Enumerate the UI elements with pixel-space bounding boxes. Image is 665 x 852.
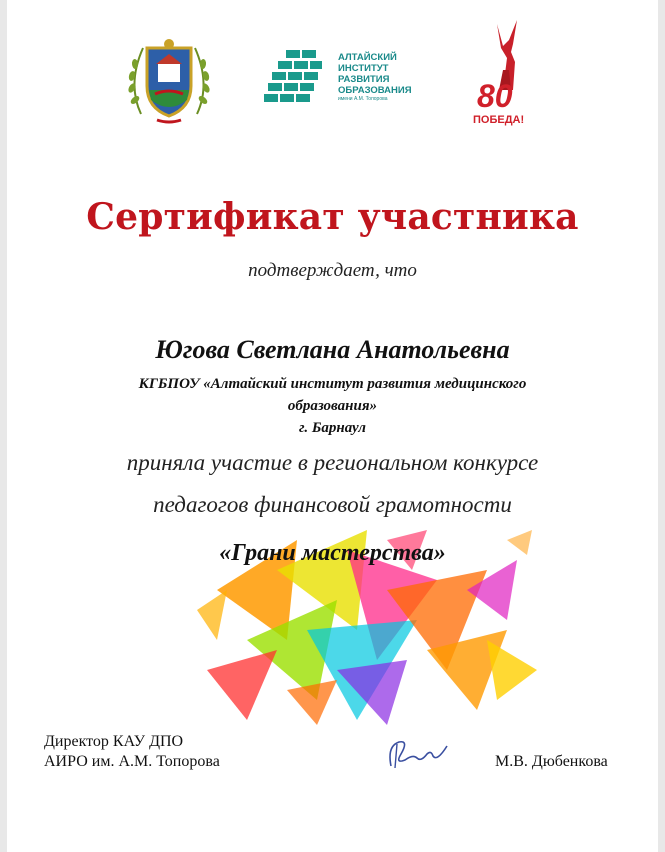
institute-logo-icon [264, 50, 332, 112]
institute-name-line: ОБРАЗОВАНИЯ [338, 85, 412, 96]
recipient-name: Югова Светлана Анатольевна [155, 335, 510, 364]
victory-word: ПОБЕДА! [473, 114, 525, 126]
signer-name: М.В. Дюбенкова [495, 753, 608, 770]
institute-name-line: ИНСТИТУТ [338, 63, 389, 74]
coat-of-arms-icon [121, 34, 217, 126]
signer-position-line: АИРО им. А.М. Топорова [44, 753, 220, 770]
institute-logo-text [338, 52, 412, 102]
city: г. Барнаул [299, 420, 366, 436]
institute-subname: имени А.М. Топорова [338, 96, 388, 102]
organization [67, 373, 598, 439]
participation-text: приняла участие в региональном конкурсе [126, 450, 539, 475]
victory-number: 80 [477, 78, 513, 114]
signer-position [44, 732, 220, 772]
certificate-title: Сертификат участника [86, 196, 579, 238]
institute-name-line: РАЗВИТИЯ [338, 74, 390, 85]
participation-text: педагогов финансовой грамотности [153, 492, 512, 517]
handwritten-signature-icon [383, 736, 455, 772]
signer-position-line: Директор КАУ ДПО [44, 733, 184, 750]
organization-line: образования» [287, 398, 378, 414]
institute-name-line: АЛТАЙСКИЙ [338, 52, 397, 63]
certificate-page [7, 0, 658, 852]
organization-line: КГБПОУ «Алтайский институт развития медицинского [138, 376, 527, 392]
certificate-subtitle: подтверждает, что [248, 260, 417, 281]
contest-name: «Грани мастерства» [219, 540, 446, 566]
